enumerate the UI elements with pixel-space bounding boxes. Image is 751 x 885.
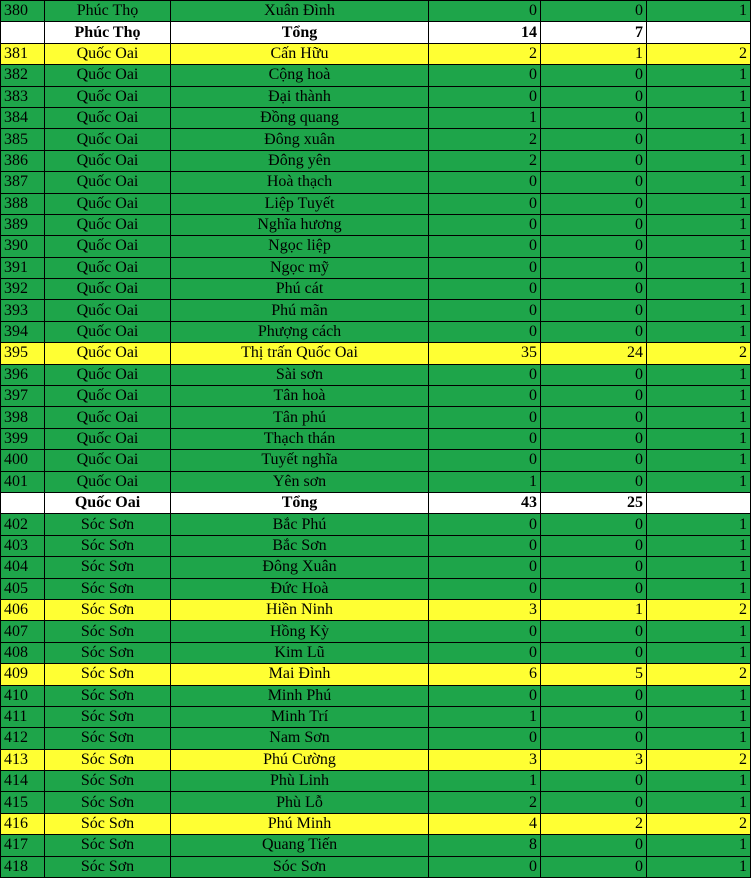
- count-3-cell: 1: [647, 535, 751, 556]
- count-3-cell: 1: [647, 514, 751, 535]
- commune-cell: Phú cát: [171, 279, 429, 300]
- district-cell: Sóc Sơn: [45, 813, 171, 834]
- district-cell: Sóc Sơn: [45, 771, 171, 792]
- district-cell: Quốc Oai: [45, 150, 171, 171]
- count-1-cell: 3: [429, 599, 541, 620]
- count-3-cell: 2: [647, 343, 751, 364]
- commune-cell: Cộng hoà: [171, 65, 429, 86]
- count-2-cell: 7: [541, 22, 647, 43]
- table-row: [1, 300, 751, 321]
- count-2-cell: 0: [541, 471, 647, 492]
- count-3-cell: 1: [647, 172, 751, 193]
- count-2-cell: 0: [541, 428, 647, 449]
- count-1-cell: 0: [429, 535, 541, 556]
- commune-cell: Minh Phú: [171, 685, 429, 706]
- row-number-cell: 412: [1, 728, 45, 749]
- district-cell: Quốc Oai: [45, 300, 171, 321]
- count-1-cell: 2: [429, 129, 541, 150]
- commune-cell: Cấn Hữu: [171, 43, 429, 64]
- row-number-cell: 415: [1, 792, 45, 813]
- count-3-cell: 1: [647, 407, 751, 428]
- commune-cell: Mai Đình: [171, 664, 429, 685]
- commune-cell: Tổng: [171, 492, 429, 513]
- commune-cell: Hoà thạch: [171, 172, 429, 193]
- count-2-cell: 3: [541, 749, 647, 770]
- count-2-cell: 0: [541, 321, 647, 342]
- count-3-cell: 1: [647, 792, 751, 813]
- row-number-cell: 388: [1, 193, 45, 214]
- count-3-cell: 1: [647, 471, 751, 492]
- count-1-cell: 2: [429, 150, 541, 171]
- count-3-cell: 2: [647, 664, 751, 685]
- count-2-cell: 0: [541, 1, 647, 22]
- count-1-cell: 8: [429, 835, 541, 856]
- commune-cell: Sài sơn: [171, 364, 429, 385]
- table-row: [1, 386, 751, 407]
- table-row: [1, 471, 751, 492]
- district-cell: Sóc Sơn: [45, 749, 171, 770]
- row-number-cell: 380: [1, 1, 45, 22]
- commune-cell: Thạch thán: [171, 428, 429, 449]
- count-1-cell: 0: [429, 450, 541, 471]
- count-1-cell: 0: [429, 279, 541, 300]
- count-3-cell: 1: [647, 771, 751, 792]
- district-cell: Quốc Oai: [45, 43, 171, 64]
- count-3-cell: 1: [647, 129, 751, 150]
- row-number-cell: 417: [1, 835, 45, 856]
- district-cell: Sóc Sơn: [45, 835, 171, 856]
- district-cell: Sóc Sơn: [45, 856, 171, 877]
- count-3-cell: 1: [647, 86, 751, 107]
- district-cell: Quốc Oai: [45, 193, 171, 214]
- count-1-cell: 43: [429, 492, 541, 513]
- row-number-cell: 393: [1, 300, 45, 321]
- table-row: [1, 279, 751, 300]
- district-cell: Sóc Sơn: [45, 599, 171, 620]
- row-number-cell: 381: [1, 43, 45, 64]
- count-2-cell: 0: [541, 364, 647, 385]
- count-1-cell: 4: [429, 813, 541, 834]
- table-row: [1, 236, 751, 257]
- count-3-cell: [647, 22, 751, 43]
- count-1-cell: 0: [429, 728, 541, 749]
- district-cell: Quốc Oai: [45, 386, 171, 407]
- table-row: [1, 343, 751, 364]
- count-2-cell: 0: [541, 706, 647, 727]
- district-cell: Quốc Oai: [45, 450, 171, 471]
- count-2-cell: 0: [541, 728, 647, 749]
- count-3-cell: 1: [647, 557, 751, 578]
- row-number-cell: [1, 492, 45, 513]
- table-row: [1, 621, 751, 642]
- count-1-cell: 0: [429, 86, 541, 107]
- district-cell: Sóc Sơn: [45, 535, 171, 556]
- count-1-cell: 14: [429, 22, 541, 43]
- commune-cell: Phú mãn: [171, 300, 429, 321]
- count-3-cell: 2: [647, 599, 751, 620]
- commune-cell: Hiền Ninh: [171, 599, 429, 620]
- district-cell: Quốc Oai: [45, 214, 171, 235]
- district-cell: Phúc Thọ: [45, 1, 171, 22]
- table-row: [1, 172, 751, 193]
- count-1-cell: 0: [429, 386, 541, 407]
- count-3-cell: 1: [647, 621, 751, 642]
- count-1-cell: 1: [429, 471, 541, 492]
- commune-cell: Đức Hoà: [171, 578, 429, 599]
- district-cell: Sóc Sơn: [45, 514, 171, 535]
- row-number-cell: 397: [1, 386, 45, 407]
- table-row: [1, 428, 751, 449]
- count-1-cell: 2: [429, 792, 541, 813]
- district-cell: Quốc Oai: [45, 257, 171, 278]
- commune-cell: Ngọc mỹ: [171, 257, 429, 278]
- count-2-cell: 0: [541, 386, 647, 407]
- district-cell: Quốc Oai: [45, 321, 171, 342]
- row-number-cell: 407: [1, 621, 45, 642]
- count-3-cell: 1: [647, 450, 751, 471]
- count-3-cell: 1: [647, 321, 751, 342]
- commune-cell: Phù Linh: [171, 771, 429, 792]
- table-row: [1, 557, 751, 578]
- row-number-cell: 394: [1, 321, 45, 342]
- table-row: [1, 664, 751, 685]
- row-number-cell: 396: [1, 364, 45, 385]
- table-row: [1, 321, 751, 342]
- row-number-cell: 404: [1, 557, 45, 578]
- district-cell: Sóc Sơn: [45, 685, 171, 706]
- row-number-cell: 398: [1, 407, 45, 428]
- count-3-cell: 1: [647, 685, 751, 706]
- district-cell: Quốc Oai: [45, 107, 171, 128]
- table-row: [1, 535, 751, 556]
- count-1-cell: 1: [429, 706, 541, 727]
- district-cell: Quốc Oai: [45, 236, 171, 257]
- commune-cell: Bắc Sơn: [171, 535, 429, 556]
- table-total-row: [1, 492, 751, 513]
- table-total-row: [1, 22, 751, 43]
- count-1-cell: 0: [429, 514, 541, 535]
- table-row: [1, 706, 751, 727]
- count-1-cell: 0: [429, 685, 541, 706]
- district-cell: Quốc Oai: [45, 492, 171, 513]
- commune-cell: Quang Tiến: [171, 835, 429, 856]
- table-row: [1, 835, 751, 856]
- table-row: [1, 599, 751, 620]
- count-2-cell: 0: [541, 86, 647, 107]
- count-2-cell: 0: [541, 172, 647, 193]
- count-1-cell: 1: [429, 107, 541, 128]
- count-3-cell: 1: [647, 236, 751, 257]
- commune-cell: Phú Cường: [171, 749, 429, 770]
- row-number-cell: 385: [1, 129, 45, 150]
- district-cell: Quốc Oai: [45, 172, 171, 193]
- row-number-cell: 405: [1, 578, 45, 599]
- row-number-cell: 418: [1, 856, 45, 877]
- table-row: [1, 214, 751, 235]
- count-2-cell: 0: [541, 279, 647, 300]
- count-2-cell: 0: [541, 107, 647, 128]
- row-number-cell: 406: [1, 599, 45, 620]
- count-3-cell: 1: [647, 150, 751, 171]
- district-cell: Sóc Sơn: [45, 557, 171, 578]
- count-1-cell: 1: [429, 771, 541, 792]
- table-row: [1, 129, 751, 150]
- commune-cell: Thị trấn Quốc Oai: [171, 343, 429, 364]
- count-3-cell: 1: [647, 386, 751, 407]
- table-row: [1, 749, 751, 770]
- row-number-cell: 384: [1, 107, 45, 128]
- count-2-cell: 0: [541, 150, 647, 171]
- count-2-cell: 0: [541, 257, 647, 278]
- row-number-cell: 414: [1, 771, 45, 792]
- count-2-cell: 0: [541, 578, 647, 599]
- count-1-cell: 0: [429, 193, 541, 214]
- count-1-cell: 0: [429, 65, 541, 86]
- table-row: [1, 65, 751, 86]
- district-cell: Quốc Oai: [45, 364, 171, 385]
- count-1-cell: 0: [429, 428, 541, 449]
- count-2-cell: 0: [541, 856, 647, 877]
- count-2-cell: 0: [541, 65, 647, 86]
- district-cell: Sóc Sơn: [45, 706, 171, 727]
- row-number-cell: 401: [1, 471, 45, 492]
- row-number-cell: 399: [1, 428, 45, 449]
- commune-cell: Ngọc liệp: [171, 236, 429, 257]
- count-2-cell: 0: [541, 300, 647, 321]
- row-number-cell: 386: [1, 150, 45, 171]
- row-number-cell: 416: [1, 813, 45, 834]
- count-3-cell: 1: [647, 428, 751, 449]
- commune-cell: Minh Trí: [171, 706, 429, 727]
- row-number-cell: 383: [1, 86, 45, 107]
- commune-cell: Nghĩa hương: [171, 214, 429, 235]
- row-number-cell: 413: [1, 749, 45, 770]
- row-number-cell: 402: [1, 514, 45, 535]
- count-2-cell: 25: [541, 492, 647, 513]
- count-2-cell: 0: [541, 407, 647, 428]
- count-2-cell: 0: [541, 792, 647, 813]
- row-number-cell: 408: [1, 642, 45, 663]
- count-3-cell: 1: [647, 642, 751, 663]
- count-2-cell: 24: [541, 343, 647, 364]
- count-1-cell: 0: [429, 557, 541, 578]
- count-3-cell: 1: [647, 835, 751, 856]
- count-3-cell: 2: [647, 749, 751, 770]
- row-number-cell: 389: [1, 214, 45, 235]
- table-row: [1, 514, 751, 535]
- commune-cell: Phù Lỗ: [171, 792, 429, 813]
- count-2-cell: 0: [541, 450, 647, 471]
- count-3-cell: 1: [647, 364, 751, 385]
- table-row: [1, 856, 751, 877]
- count-2-cell: 0: [541, 685, 647, 706]
- count-2-cell: 0: [541, 514, 647, 535]
- table-row: [1, 107, 751, 128]
- count-1-cell: 6: [429, 664, 541, 685]
- count-2-cell: 0: [541, 129, 647, 150]
- commune-cell: Tuyết nghĩa: [171, 450, 429, 471]
- commune-cell: Tân phú: [171, 407, 429, 428]
- district-cell: Quốc Oai: [45, 471, 171, 492]
- count-3-cell: 1: [647, 279, 751, 300]
- district-cell: Sóc Sơn: [45, 578, 171, 599]
- row-number-cell: 403: [1, 535, 45, 556]
- count-3-cell: 1: [647, 728, 751, 749]
- commune-cell: Nam Sơn: [171, 728, 429, 749]
- district-cell: Quốc Oai: [45, 86, 171, 107]
- count-1-cell: 0: [429, 236, 541, 257]
- count-3-cell: 1: [647, 107, 751, 128]
- district-cell: Sóc Sơn: [45, 728, 171, 749]
- district-cell: Quốc Oai: [45, 343, 171, 364]
- count-2-cell: 0: [541, 771, 647, 792]
- row-number-cell: 391: [1, 257, 45, 278]
- district-cell: Quốc Oai: [45, 65, 171, 86]
- table-row: [1, 771, 751, 792]
- commune-cell: Kim Lũ: [171, 642, 429, 663]
- commune-cell: Liệp Tuyết: [171, 193, 429, 214]
- count-2-cell: 0: [541, 214, 647, 235]
- table-body: [1, 1, 751, 878]
- count-3-cell: 1: [647, 578, 751, 599]
- count-1-cell: 0: [429, 214, 541, 235]
- commune-cell: Đồng quang: [171, 107, 429, 128]
- table-row: [1, 1, 751, 22]
- district-cell: Quốc Oai: [45, 407, 171, 428]
- row-number-cell: 395: [1, 343, 45, 364]
- row-number-cell: [1, 22, 45, 43]
- count-2-cell: 0: [541, 236, 647, 257]
- commune-cell: Yên sơn: [171, 471, 429, 492]
- count-1-cell: 0: [429, 300, 541, 321]
- table-row: [1, 257, 751, 278]
- count-1-cell: 0: [429, 172, 541, 193]
- table-row: [1, 150, 751, 171]
- count-2-cell: 0: [541, 835, 647, 856]
- count-3-cell: [647, 492, 751, 513]
- count-1-cell: 35: [429, 343, 541, 364]
- count-2-cell: 1: [541, 599, 647, 620]
- commune-cell: Xuân Đình: [171, 1, 429, 22]
- table-row: [1, 43, 751, 64]
- commune-cell: Đông Xuân: [171, 557, 429, 578]
- table-row: [1, 407, 751, 428]
- commune-cell: Phượng cách: [171, 321, 429, 342]
- table-row: [1, 450, 751, 471]
- district-cell: Sóc Sơn: [45, 792, 171, 813]
- count-2-cell: 2: [541, 813, 647, 834]
- count-2-cell: 0: [541, 621, 647, 642]
- count-3-cell: 1: [647, 193, 751, 214]
- table-row: [1, 685, 751, 706]
- commune-cell: Hồng Kỳ: [171, 621, 429, 642]
- count-1-cell: 0: [429, 407, 541, 428]
- count-1-cell: 0: [429, 321, 541, 342]
- table-row: [1, 364, 751, 385]
- count-3-cell: 1: [647, 65, 751, 86]
- district-cell: Quốc Oai: [45, 129, 171, 150]
- count-1-cell: 0: [429, 642, 541, 663]
- row-number-cell: 409: [1, 664, 45, 685]
- district-cell: Sóc Sơn: [45, 621, 171, 642]
- district-cell: Sóc Sơn: [45, 642, 171, 663]
- commune-cell: Phú Minh: [171, 813, 429, 834]
- table-row: [1, 578, 751, 599]
- count-3-cell: 1: [647, 706, 751, 727]
- count-2-cell: 0: [541, 642, 647, 663]
- commune-cell: Đông yên: [171, 150, 429, 171]
- count-3-cell: 1: [647, 856, 751, 877]
- count-2-cell: 0: [541, 193, 647, 214]
- table-row: [1, 813, 751, 834]
- count-1-cell: 3: [429, 749, 541, 770]
- district-cell: Sóc Sơn: [45, 664, 171, 685]
- count-2-cell: 0: [541, 535, 647, 556]
- table-row: [1, 642, 751, 663]
- commune-cell: Tổng: [171, 22, 429, 43]
- count-3-cell: 1: [647, 214, 751, 235]
- count-1-cell: 0: [429, 856, 541, 877]
- count-1-cell: 0: [429, 364, 541, 385]
- district-cell: Quốc Oai: [45, 279, 171, 300]
- row-number-cell: 387: [1, 172, 45, 193]
- table-row: [1, 86, 751, 107]
- row-number-cell: 382: [1, 65, 45, 86]
- commune-cell: Tân hoà: [171, 386, 429, 407]
- count-1-cell: 0: [429, 621, 541, 642]
- count-3-cell: 2: [647, 813, 751, 834]
- commune-cell: Sóc Sơn: [171, 856, 429, 877]
- row-number-cell: 410: [1, 685, 45, 706]
- count-2-cell: 0: [541, 557, 647, 578]
- count-3-cell: 1: [647, 300, 751, 321]
- commune-cell: Đông xuân: [171, 129, 429, 150]
- table-row: [1, 792, 751, 813]
- district-cell: Quốc Oai: [45, 428, 171, 449]
- count-1-cell: 0: [429, 257, 541, 278]
- count-2-cell: 5: [541, 664, 647, 685]
- district-cell: Phúc Thọ: [45, 22, 171, 43]
- count-3-cell: 2: [647, 43, 751, 64]
- count-3-cell: 1: [647, 257, 751, 278]
- table-row: [1, 193, 751, 214]
- count-2-cell: 1: [541, 43, 647, 64]
- count-1-cell: 2: [429, 43, 541, 64]
- table-row: [1, 728, 751, 749]
- count-1-cell: 0: [429, 1, 541, 22]
- row-number-cell: 390: [1, 236, 45, 257]
- row-number-cell: 400: [1, 450, 45, 471]
- count-1-cell: 0: [429, 578, 541, 599]
- commune-cell: Đại thành: [171, 86, 429, 107]
- row-number-cell: 392: [1, 279, 45, 300]
- commune-cell: Bắc Phú: [171, 514, 429, 535]
- row-number-cell: 411: [1, 706, 45, 727]
- count-3-cell: 1: [647, 1, 751, 22]
